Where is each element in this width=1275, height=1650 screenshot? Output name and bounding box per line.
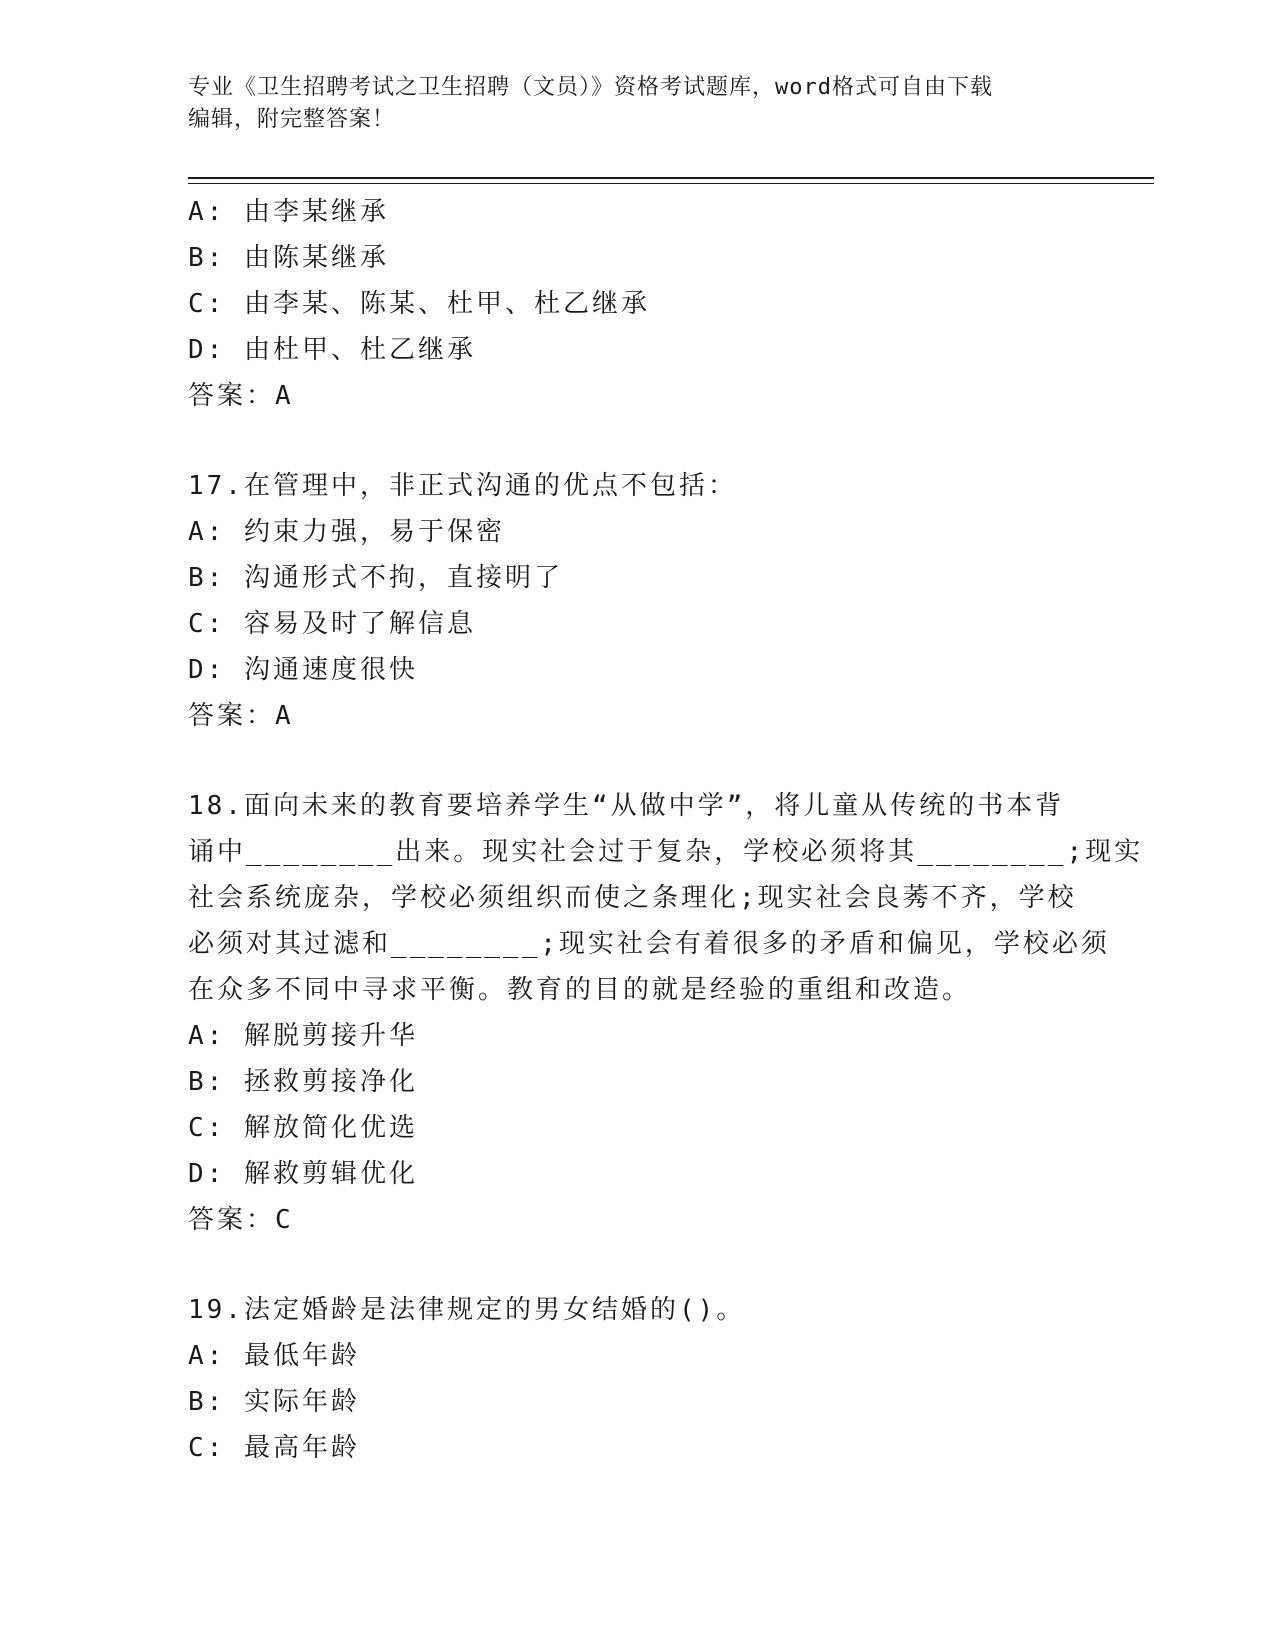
option-b: B: 拯救剪接净化	[188, 1067, 418, 1097]
option-b: B: 沟通形式不拘，直接明了	[188, 563, 563, 593]
header-rule-thin	[188, 183, 1154, 184]
option-a: A: 约束力强，易于保密	[188, 517, 505, 547]
question-stem-line: 社会系统庞杂，学校必须组织而使之条理化;现实社会良莠不齐，学校	[188, 883, 1077, 913]
question-stem: 17.在管理中，非正式沟通的优点不包括：	[188, 471, 737, 501]
question-stem-line: 18.面向未来的教育要培养学生“从做中学”，将儿童从传统的书本背	[188, 791, 1065, 821]
question-17	[188, 463, 1088, 739]
spacer	[188, 739, 1088, 783]
answer: 答案：C	[188, 1205, 294, 1235]
question-stem-line: 必须对其过滤和________;现实社会有着很多的矛盾和偏见，学校必须	[188, 929, 1110, 959]
question-19	[188, 1287, 1088, 1471]
option-c: C: 由李某、陈某、杜甲、杜乙继承	[188, 289, 650, 319]
spacer	[188, 419, 1088, 463]
question-stem-line: 在众多不同中寻求平衡。教育的目的就是经验的重组和改造。	[188, 975, 972, 1005]
header-line-1: 专业《卫生招聘考试之卫生招聘（文员）》资格考试题库，word格式可自由下载	[188, 75, 993, 100]
answer: 答案：A	[188, 381, 294, 411]
option-b: B: 由陈某继承	[188, 243, 389, 273]
option-b: B: 实际年龄	[188, 1387, 360, 1417]
question-stem-line: 诵中________出来。现实社会过于复杂，学校必须将其________;现实	[188, 837, 1144, 867]
option-c: C: 最高年龄	[188, 1433, 360, 1463]
question-18	[188, 783, 1144, 1243]
option-c: C: 容易及时了解信息	[188, 609, 476, 639]
spacer	[188, 1243, 1088, 1287]
question-16	[188, 189, 1088, 419]
option-a: A: 最低年龄	[188, 1341, 360, 1371]
option-d: D: 解救剪辑优化	[188, 1159, 418, 1189]
option-d: D: 沟通速度很快	[188, 655, 418, 685]
header-rule-thick	[188, 177, 1154, 179]
question-list	[188, 189, 1144, 1471]
option-a: A: 由李某继承	[188, 197, 389, 227]
answer: 答案：A	[188, 701, 294, 731]
header-line-2: 编辑，附完整答案！	[188, 107, 396, 132]
option-c: C: 解放简化优选	[188, 1113, 418, 1143]
option-a: A: 解脱剪接升华	[188, 1021, 418, 1051]
question-stem: 19.法定婚龄是法律规定的男女结婚的()。	[188, 1295, 746, 1325]
document-header	[188, 72, 1068, 136]
option-d: D: 由杜甲、杜乙继承	[188, 335, 476, 365]
